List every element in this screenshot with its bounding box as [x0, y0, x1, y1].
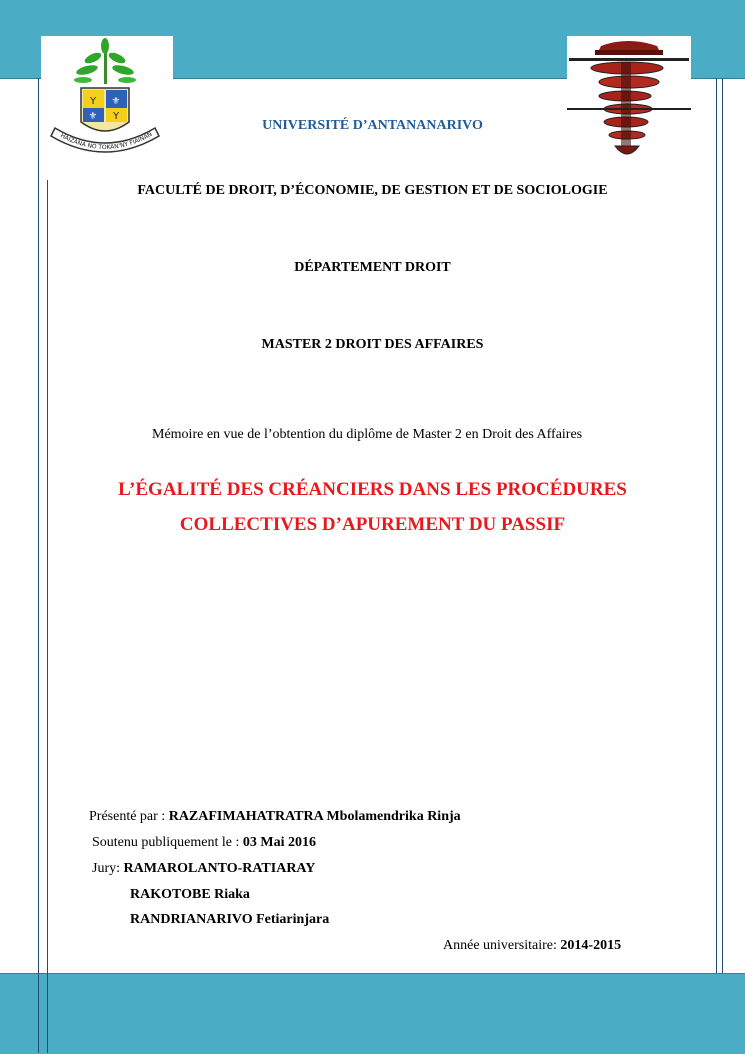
memoire-purpose: Mémoire en vue de l’obtention du diplôme de Master 2 en Droit des Affaires: [152, 427, 583, 442]
jury: [92, 861, 315, 877]
author-name: RAZAFIMAHATRATRA Mbolamendrika Rinja: [168, 809, 461, 824]
svg-text:Y: Y: [112, 111, 120, 122]
defense-date: [92, 835, 316, 851]
defense-date-value: 03 Mai 2016: [242, 835, 316, 850]
program-name: MASTER 2 DROIT DES AFFAIRES: [261, 337, 484, 352]
svg-text:⚜: ⚜: [88, 111, 98, 122]
thesis-title-line-1: L’ÉGALITÉ DES CRÉANCIERS DANS LES PROCÉDURES: [118, 479, 627, 500]
jury-member: RAMAROLANTO-RATIARAY: [123, 861, 316, 876]
svg-text:⚜: ⚜: [111, 96, 121, 107]
jury-member: RANDRIANARIVO Fetiarinjara: [130, 912, 330, 927]
thesis-title-line-2: COLLECTIVES D’APUREMENT DU PASSIF: [179, 514, 566, 535]
frame-line-left-inner: [47, 78, 48, 1053]
tower-icon: [567, 36, 691, 166]
presented-by: [89, 809, 461, 825]
jury-member: RAKOTOBE Riaka: [130, 887, 250, 902]
presented-by-label: Présenté par :: [89, 809, 169, 824]
jury-label: Jury:: [92, 861, 124, 876]
jury-member-2-line: [130, 887, 250, 903]
defense-date-label: Soutenu publiquement le :: [92, 835, 243, 850]
svg-text:Y: Y: [89, 96, 97, 107]
svg-text:FAHAIZANA NO TOKAN'NY FIAINANA: HAIZANA NO TOKAN'NY FIAINAN: [59, 130, 154, 152]
footer-band: [0, 973, 745, 1054]
tower-emblem-logo: [567, 36, 691, 166]
faculty-name: FACULTÉ DE DROIT, D’ÉCONOMIE, DE GESTION ET DE SOCIOLOGIE: [137, 183, 608, 198]
university-name: UNIVERSITÉ D’ANTANANARIVO: [262, 118, 483, 133]
university-seal-logo: [41, 36, 173, 180]
academic-year-label: Année universitaire:: [443, 938, 561, 953]
jury-member-3-line: [130, 912, 329, 928]
department-name: DÉPARTEMENT DROIT: [294, 260, 451, 275]
seal-icon: [41, 36, 173, 180]
frame-line-left-outer: [38, 78, 39, 1053]
academic-year-value: 2014-2015: [560, 938, 622, 953]
academic-year: [443, 938, 621, 954]
